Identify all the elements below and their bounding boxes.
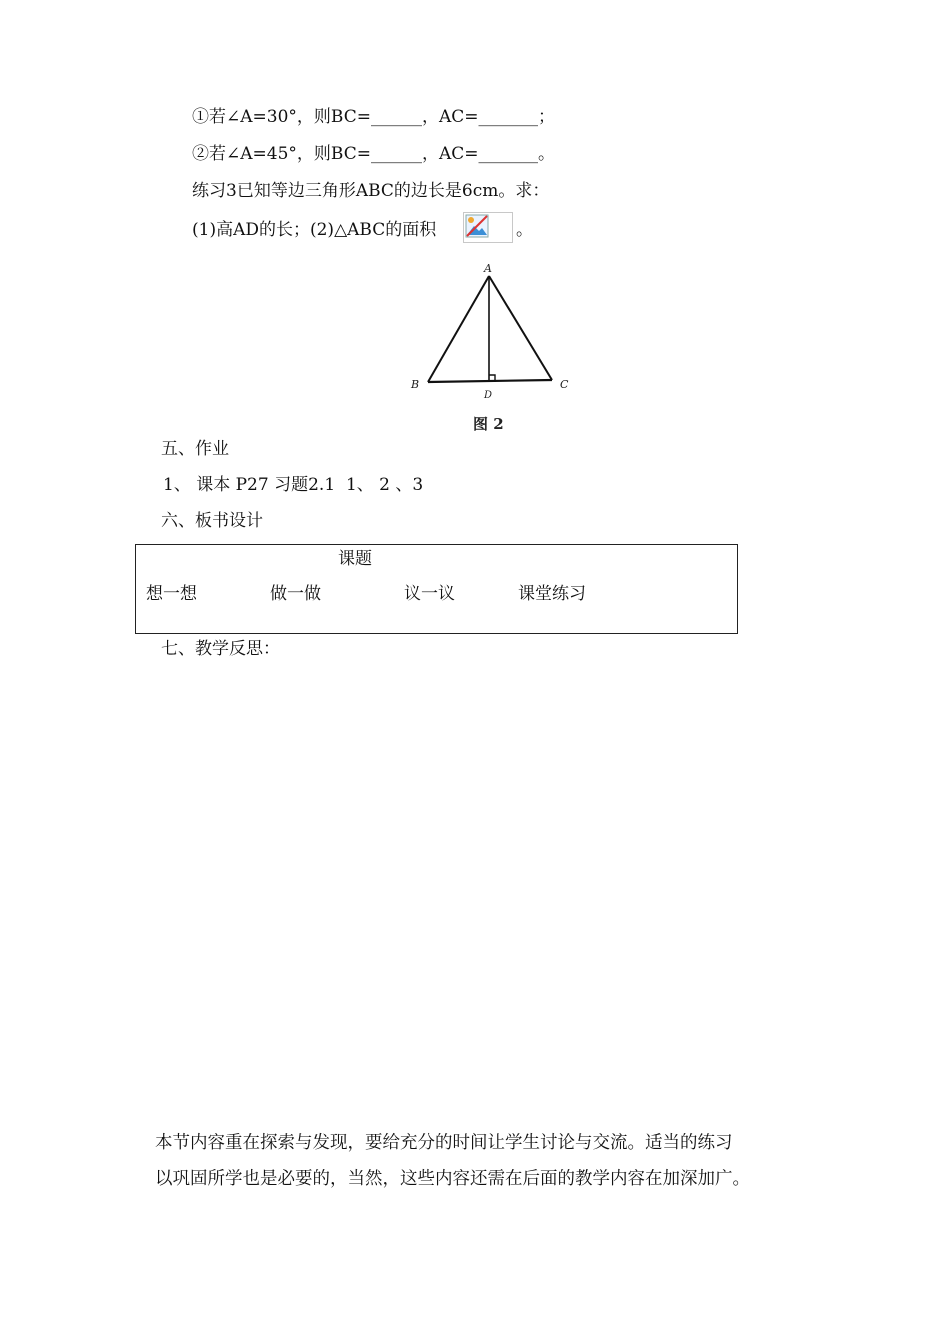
vertex-label-a: A	[484, 262, 492, 275]
vertex-label-d: D	[484, 390, 493, 401]
board-col-3: 议一议	[404, 584, 455, 604]
board-design-heading: 六、板书设计	[161, 511, 263, 531]
board-design-box	[135, 544, 738, 634]
board-title: 课题	[338, 549, 372, 569]
board-col-2: 做一做	[270, 584, 321, 604]
vertex-label-b: B	[411, 378, 420, 391]
homework-item-1: 1、 课本 P27 习题2.1 1、 2 、3	[163, 475, 424, 495]
vertex-label-c: C	[560, 378, 569, 391]
triangle-figure	[405, 258, 575, 438]
board-col-4: 课堂练习	[518, 584, 586, 604]
homework-heading: 五、作业	[161, 439, 229, 459]
exercise3-question-end: 。	[516, 220, 533, 240]
exercise2-line2: ②若∠A=45°，则BC=______，AC=_______。	[192, 144, 555, 164]
exercise3-question: (1)高AD的长；(2)△ABC的面积	[192, 220, 437, 240]
exercise2-line1: ①若∠A=30°，则BC=______，AC=_______；	[192, 107, 555, 127]
broken-image-icon	[463, 212, 513, 243]
reflection-heading: 七、教学反思：	[161, 639, 280, 659]
reflection-line-1: 本节内容重在探索与发现，要给充分的时间让学生讨论与交流。适当的练习	[155, 1133, 733, 1153]
exercise3-intro: 练习3已知等边三角形ABC的边长是6cm。求：	[192, 181, 550, 201]
board-col-1: 想一想	[146, 584, 197, 604]
figure-caption: 图 2	[473, 415, 504, 433]
reflection-line-2: 以巩固所学也是必要的，当然，这些内容还需在后面的教学内容在加深加广。	[155, 1169, 750, 1189]
